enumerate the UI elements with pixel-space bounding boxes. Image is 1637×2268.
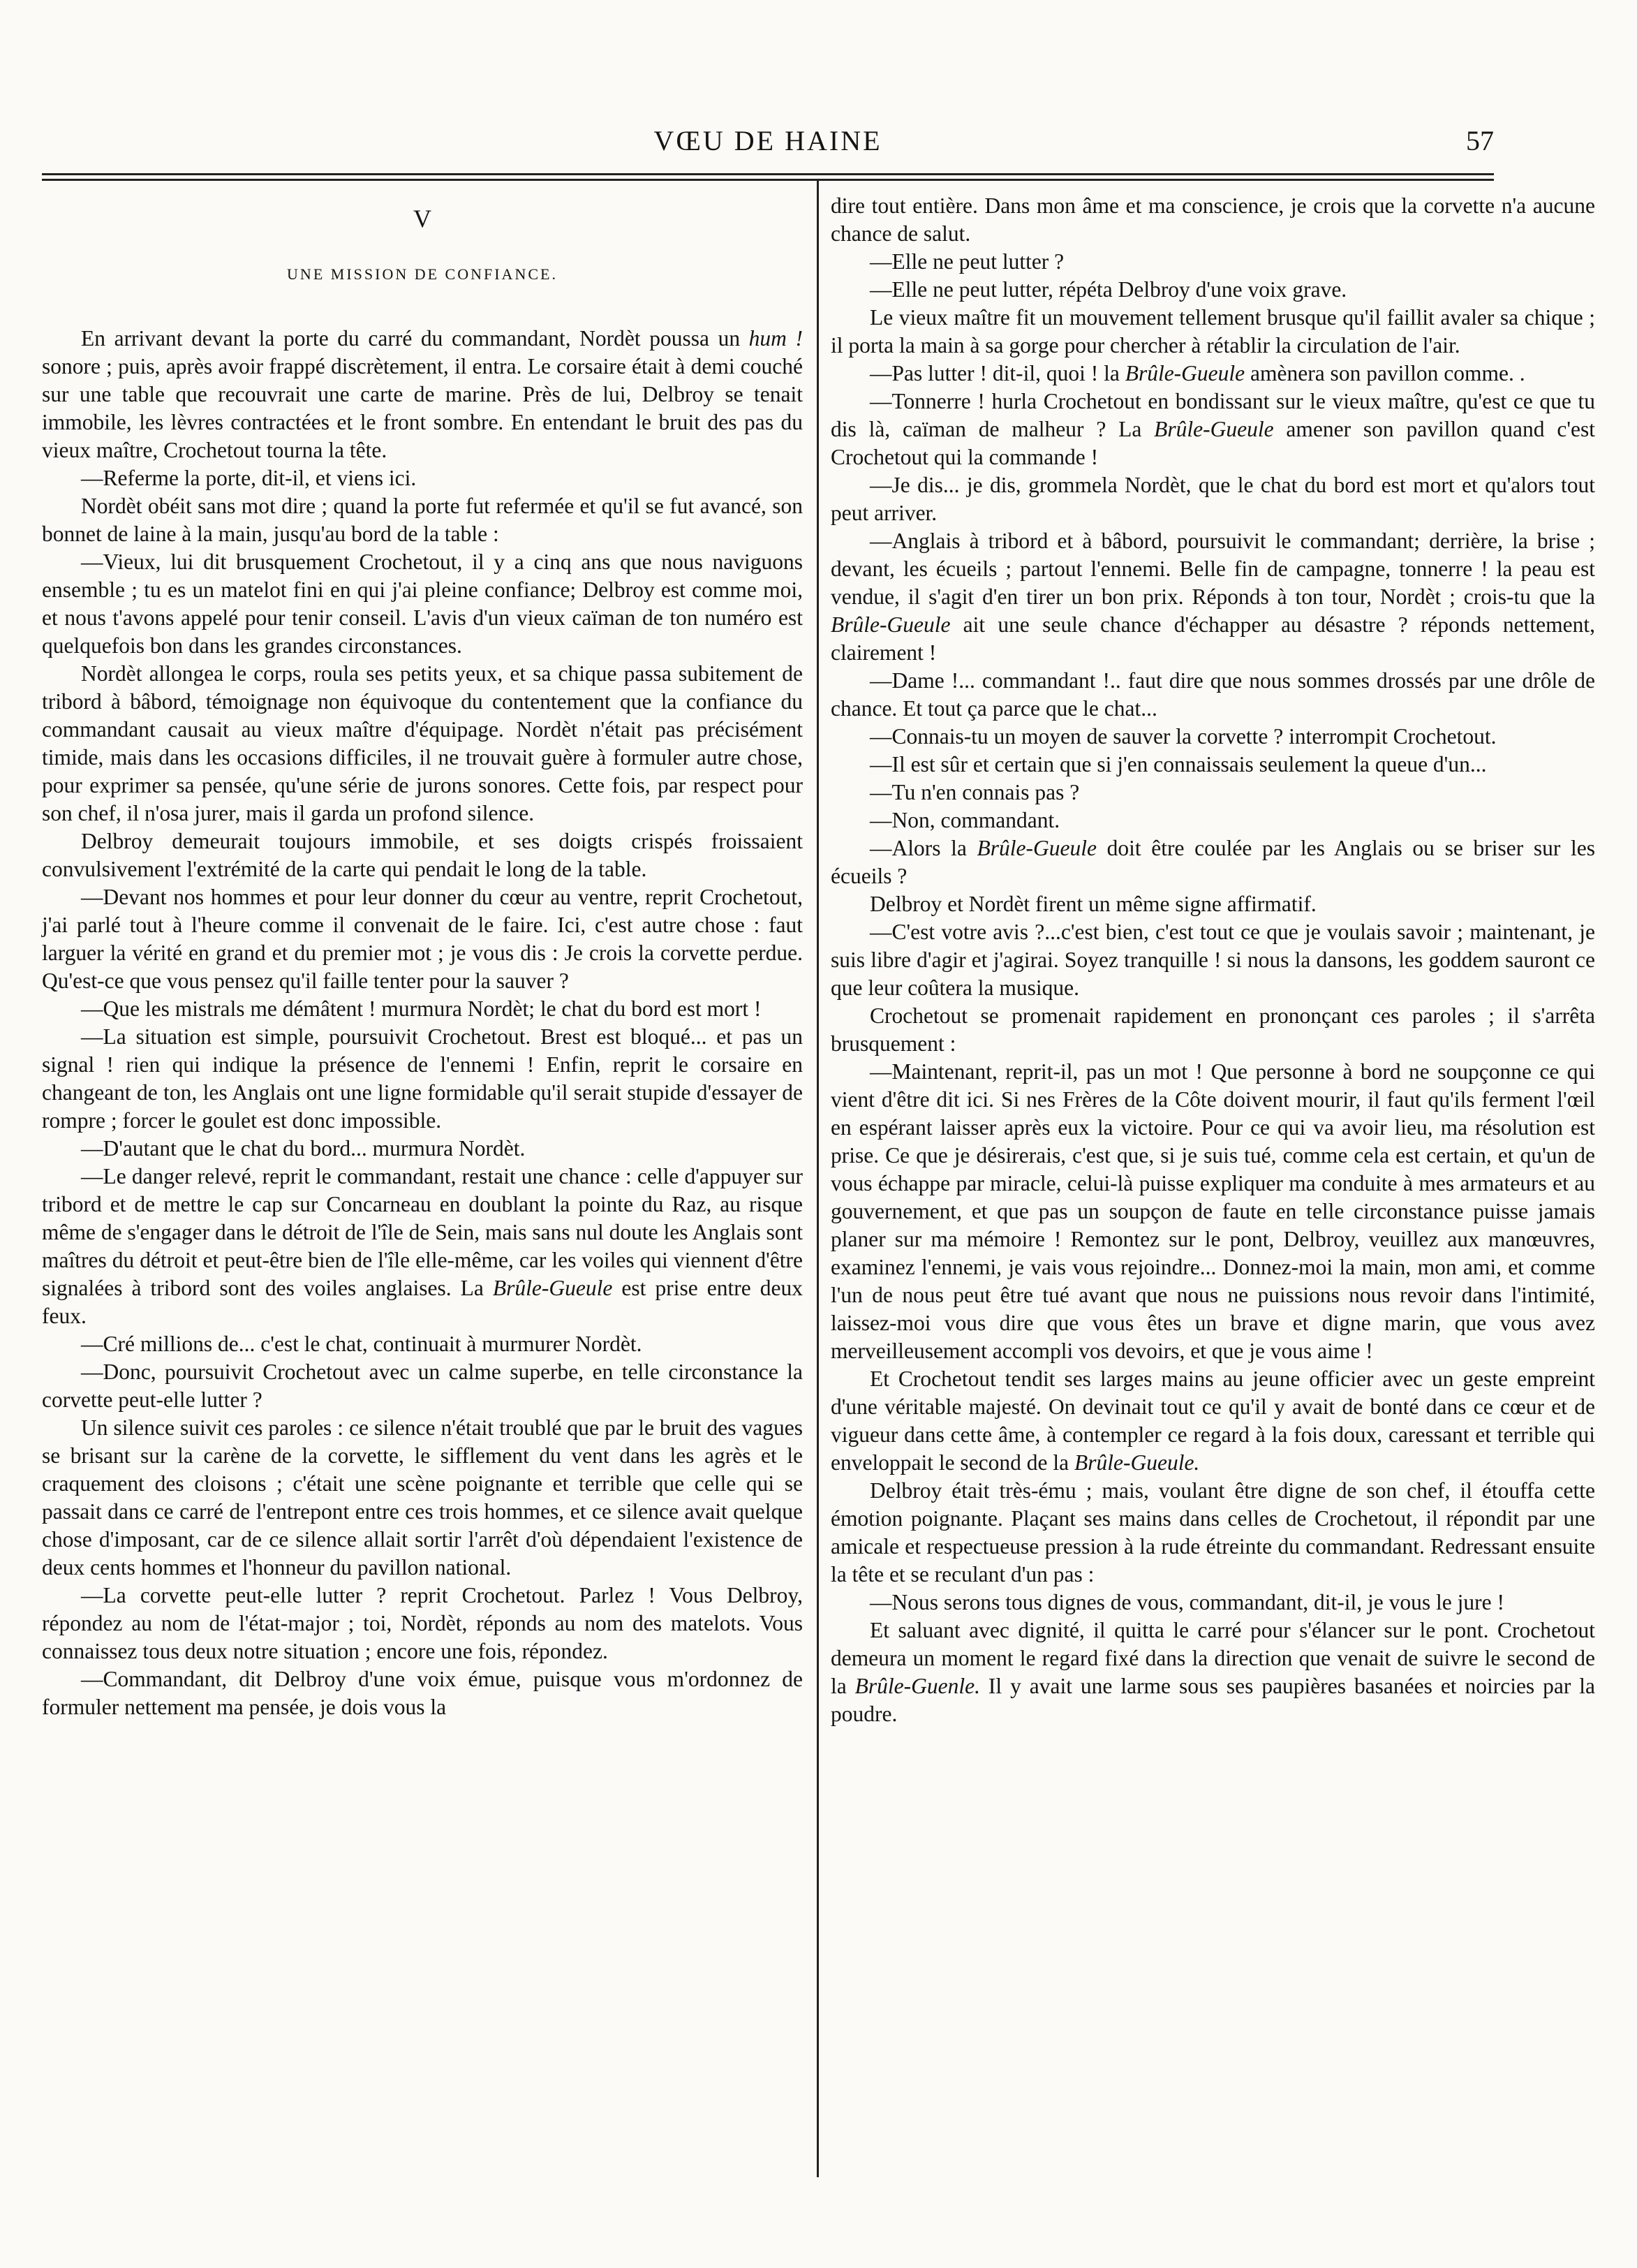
paragraph: —Tu n'en connais pas ? [870, 780, 1080, 804]
paragraph: Delbroy demeurait toujours immobile, et ses doigts crispés froissaient convulsivement l'extrémité de la carte qui pendait le long de la table. [42, 829, 803, 881]
paragraph: —Que les mistrals me démâtent ! murmura Nordèt; le chat du bord est mort ! [81, 996, 762, 1021]
paragraph: —Referme la porte, dit-il, et viens ici. [81, 466, 417, 490]
paragraph: —Commandant, dit Delbroy d'une voix émue, puisque vous m'ordonnez de formuler nettement ma pensée, je dois vous la [42, 1667, 803, 1719]
paragraph: —Elle ne peut lutter, répéta Delbroy d'une voix grave. [870, 277, 1347, 302]
paragraph: Delbroy et Nordèt firent un même signe affirmatif. [870, 892, 1317, 916]
paragraph: —Anglais à tribord et à bâbord, poursuivit le commandant; derrière, la brise ; devant, les écueils ; partout l'ennemi. Belle fin de campagne, tonnerre ! la peau est vendue, il s'agit d'en tirer un bon prix. Réponds à ton tour, Nordèt ; crois-tu que la Brûle-Gueule ait une seule chance d'échapper au désastre ? réponds nettement, clairement ! [831, 529, 1595, 665]
chapter-title: UNE MISSION DE CONFIANCE. [287, 265, 558, 283]
paragraph: —Vieux, lui dit brusquement Crochetout, il y a cinq ans que nous naviguons ensemble ; tu es un matelot fini en qui j'ai pleine confiance; Delbroy est comme moi, et nous t'avons appelé pour tenir conseil. L'avis d'un vieux caïman de ton numéro est quelquefois bon dans les grandes circonstances. [42, 550, 803, 658]
paragraph: Nordèt obéit sans mot dire ; quand la porte fut refermée et qu'il se fut avancé, son bonnet de laine à la main, jusqu'au bord de la table : [42, 494, 803, 546]
paragraph: Et saluant avec dignité, il quitta le carré pour s'élancer sur le pont. Crochetout demeura un moment le regard fixé dans la direction que venait de suivre le second de la Brûle-Guenle. Il y avait une larme sous ses paupières basanées et noircies par la poudre. [831, 1618, 1596, 1726]
ship-name: Brûle-Gueule [492, 1276, 613, 1300]
paragraph: —Dame !... commandant !.. faut dire que nous sommes drossés par une drôle de chance. Et tout ça parce que le chat... [831, 668, 1595, 721]
paragraph: —Maintenant, reprit-il, pas un mot ! Que personne à bord ne soupçonne ce qui vient d'être dit ici. Si nes Frères de la Côte doivent mourir, il faut qu'ils ferment l'œil en espérant laisser après eux la victoire. Pour ce qui va avoir lieu, ma résolution est prise. Ce que je désirerais, c'est que, si je suis tué, comme cela est certain, et qu'un de vous échappe par miracle, celui-là puisse expliquer ma conduite à mes armateurs et au gouvernement, et que pas un soupçon de faute en telle circonstance puisse jamais planer sur ma mémoire ! Remontez sur le pont, Delbroy, veuillez aux manœuvres, examinez l'ennemi, je vais vous rejoindre... Donnez-moi la main, mon ami, et comme l'un de nous peut être tué avant que nous ne puissions nous revoir dans l'intimité, laissez-moi vous dire que vous êtes un brave et digne marin, que vous avez merveilleusement accompli vos devoirs, et que je vous aime ! [831, 1059, 1595, 1363]
paragraph: —La situation est simple, poursuivit Crochetout. Brest est bloqué... et pas un signal ! rien qui indique la présence de l'ennemi ! Enfin, reprit le corsaire en changeant de ton, les Anglais ont une ligne formidable qu'il serait stupide d'essayer de rompre ; forcer le goulet est donc impossible. [42, 1024, 803, 1133]
ship-name: Brûle-Guenle. [854, 1674, 980, 1698]
ship-name: Brûle-Gueule. [1074, 1450, 1200, 1475]
paragraph: En arrivant devant la porte du carré du commandant, Nordèt poussa un hum ! sonore ; puis, après avoir frappé discrètement, il entra. Le corsaire était à demi couché sur une table que recouvrait une carte de marine. Près de lui, Delbroy se tenait immobile, les lèvres contractées et le front sombre. En entendant le bruit des pas du vieux maître, Crochetout tourna la tête. [42, 326, 803, 462]
ship-name: Brûle-Gueule [1125, 361, 1245, 385]
ship-name: Brûle-Gueule [831, 612, 951, 637]
paragraph: —La corvette peut-elle lutter ? reprit Crochetout. Parlez ! Vous Delbroy, répondez au nom de l'état-major ; toi, Nordèt, réponds au nom des matelots. Vous connaissez tous deux notre situation ; encore une fois, répondez. [42, 1583, 803, 1663]
paragraph: —Tonnerre ! hurla Crochetout en bondissant sur le vieux maître, qu'est ce que tu dis là, caïman de malheur ? La Brûle-Gueule amener son pavillon quand c'est Crochetout qui la commande ! [831, 389, 1595, 469]
paragraph: —C'est votre avis ?...c'est bien, c'est tout ce que je voulais savoir ; maintenant, je suis libre d'agir et j'agirai. Soyez tranquille ! si nous la dansons, les goddem sauront ce que leur coûtera la musique. [831, 920, 1595, 1000]
column-divider [817, 180, 819, 2177]
paragraph: Le vieux maître fit un mouvement tellement brusque qu'il faillit avaler sa chique ; il porta la main à sa gorge pour chercher à rétablir la circulation de l'air. [831, 305, 1595, 358]
ship-name: hum ! [748, 326, 803, 351]
header-rule-top [42, 173, 1494, 175]
header-rule-bottom [42, 179, 1494, 181]
paragraph: Un silence suivit ces paroles : ce silence n'était troublé que par le bruit des vagues se brisant sur la carène de la corvette, le sifflement du vent dans les agrès et le craquement des cloisons ; c'était une scène poignante et terrible que celle qui se passait dans ce carré de l'entrepont entre ces trois hommes, et ce silence avait quelque chose d'imposant, car de ce silence allait sortir l'arrêt d'où dépendaient l'existence de deux cents hommes et l'honneur du pavillon national. [42, 1415, 803, 1580]
paragraph: —Je dis... je dis, grommela Nordèt, que le chat du bord est mort et qu'alors tout peut arriver. [831, 473, 1595, 525]
left-column [42, 192, 803, 1721]
paragraph: Et Crochetout tendit ses larges mains au jeune officier avec un geste empreint d'une véritable majesté. On devinait tout ce qu'il y avait de bonté dans ce cœur et de vigueur dans cette âme, à contempler ce regard à la fois doux, caressant et terrible qui enveloppait le second de la Brûle-Gueule. [831, 1367, 1595, 1475]
paragraph: Nordèt allongea le corps, roula ses petits yeux, et sa chique passa subitement de tribord à bâbord, témoignage non équivoque du contentement que la confiance du commandant causait au vieux maître d'équipage. Nordèt n'était pas précisément timide, mais dans les occasions difficiles, il ne trouvait guère à formuler autre chose, pour exprimer sa pensée, qu'une série de jurons sonores. Cette fois, par respect pour son chef, il n'osa jurer, mais il garda un profond silence. [42, 661, 803, 825]
page-number: 57 [1466, 125, 1494, 156]
running-header [42, 124, 1494, 173]
paragraph: Crochetout se promenait rapidement en prononçant ces paroles ; il s'arrêta brusquement : [831, 1003, 1595, 1056]
right-column [831, 192, 1595, 1728]
paragraph: —Connais-tu un moyen de sauver la corvette ? interrompit Crochetout. [870, 724, 1497, 749]
paragraph: Delbroy était très-ému ; mais, voulant être digne de son chef, il étouffa cette émotion poignante. Plaçant ses mains dans celles de Crochetout, il répondit par une amicale et respectueuse pression à la rude étreinte du commandant. Redressant ensuite la tête et se reculant d'un pas : [831, 1478, 1595, 1586]
paragraph: —D'autant que le chat du bord... murmura Nordèt. [81, 1136, 526, 1161]
paragraph: —Non, commandant. [870, 808, 1060, 832]
paragraph: —Donc, poursuivit Crochetout avec un calme superbe, en telle circonstance la corvette peut-elle lutter ? [42, 1360, 803, 1412]
ship-name: Brûle-Gueule [1154, 417, 1274, 441]
paragraph: —Cré millions de... c'est le chat, continuait à murmurer Nordèt. [81, 1332, 642, 1356]
running-title: VŒU DE HAINE [653, 125, 882, 156]
paragraph: —Alors la Brûle-Gueule doit être coulée par les Anglais ou se briser sur les écueils ? [831, 836, 1595, 888]
chapter-number: V [413, 205, 431, 233]
paragraph: —Pas lutter ! dit-il, quoi ! la Brûle-Gueule amènera son pavillon comme. . [870, 361, 1525, 385]
paragraph: dire tout entière. Dans mon âme et ma conscience, je crois que la corvette n'a aucune chance de salut. [831, 193, 1595, 246]
paragraph: —Il est sûr et certain que si j'en connaissais seulement la queue d'un... [870, 752, 1487, 776]
paragraph: —Le danger relevé, reprit le commandant, restait une chance : celle d'appuyer sur tribord et de mettre le cap sur Concarneau en doublant la pointe du Raz, au risque même de s'engager dans le détroit de l'île de Sein, mais sans nul doute les Anglais sont maîtres du détroit et peut-être bien de l'île elle-même, car les voiles qui viennent d'être signalées à tribord sont des voiles anglaises. La Brûle-Gueule est prise entre deux feux. [42, 1164, 803, 1328]
paragraph: —Elle ne peut lutter ? [870, 249, 1065, 274]
ship-name: Brûle-Gueule [977, 836, 1097, 860]
paragraph: —Nous serons tous dignes de vous, commandant, dit-il, je vous le jure ! [870, 1590, 1504, 1614]
paragraph: —Devant nos hommes et pour leur donner du cœur au ventre, reprit Crochetout, j'ai parlé tout à l'heure comme il convenait de le faire. Ici, c'est autre chose : faut larguer la vérité en grand et du premier mot ; je vous dis : Je crois la corvette perdue. Qu'est-ce que vous pensez qu'il faille tenter pour la sauver ? [42, 885, 803, 993]
